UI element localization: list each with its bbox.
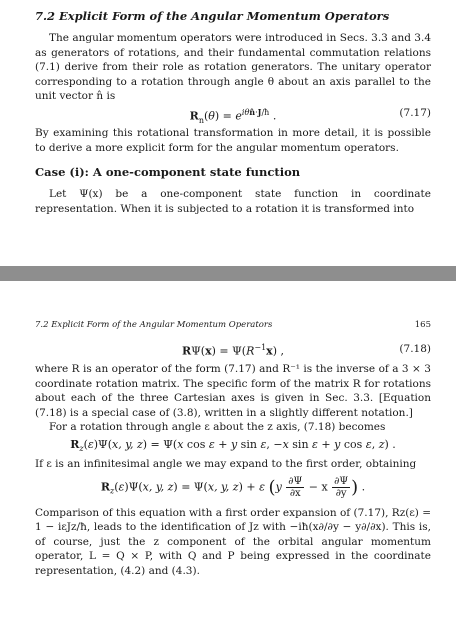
case-heading: Case (i): A one-component state function [35,165,301,180]
section-heading: 7.2 Explicit Form of the Angular Momentum Operators [35,9,390,23]
fraction-dpsi-dx: $\frac{\partial\Psi}{\partial x}$ [288,475,303,499]
equation-expression: $R_n(\theta) = e^{i\theta n̂\cdot J/ħ}$ . [189,106,277,125]
top-page [0,0,456,266]
page-divider [0,266,456,281]
equation-expression: $R_z(\varepsilon)\Psi(x$, y, z) = Ψ(x cos ε + y sin ε, −x sin ε + y cos ε, z) . [70,437,396,454]
bottom-content [35,340,431,579]
equation-expression: $R\Psi(x) = \Psi(R^{-1}x)$ , [181,343,285,358]
equation-expression: $R_z(\varepsilon)\Psi(x$, y, z) = Ψ(x, y, z) + ε (y $\frac{\partial\Psi}{\partial x}$ − x $\frac{\partial\Psi}{\partial y}$ ) . [100,475,366,499]
equation-rz [35,435,431,457]
running-head [35,320,431,330]
top-content [35,31,431,216]
equation-number: (7.17) [399,106,431,119]
paragraph-rotation: By examining this rotational transformation in more detail, it is possible to derive a more explicit form for the angular momentum operators. [35,126,431,154]
eq-y: y [275,480,282,494]
equation-7-18 [35,340,431,362]
paragraph-state-function: Let Ψ(x) be a one-component state function in coordinate representation. When it is subjected to a rotation it is transformed into [35,188,431,215]
running-head-title: 7.2 Explicit Form of the Angular Momentum Operators [35,320,273,330]
paragraph-intro: The angular momentum operators were introduced in Secs. 3.3 and 3.4 as generators of rotations, and their fundamental commutation relations (7.1) derive from their role as rotation generators. The unitary operator corresponding to a rotation through angle θ about an axis parallel to the unit vector n̂ is [35,32,431,103]
equation-infinitesimal [35,472,431,506]
equation-number: (7.18) [399,343,431,355]
paragraph-z-rotation: For a rotation through angle ε about the z axis, (7.18) becomes [49,421,386,434]
paragraph-operator-form: where R is an operator of the form (7.17) and R⁻¹ is the inverse of a 3 × 3 coordinate rotation matrix. The specific form of the matrix R for rotations about each of the three Cartesian axes is given in Sec. 3.3. [Equation (7.18) is a special case of (3.8), written in a slightly different notation.] [35,363,431,419]
fraction-dpsi-dy: $\frac{\partial\Psi}{\partial y}$ [334,475,349,499]
page-number: 165 [414,320,431,330]
paragraph-infinitesimal: If ε is an infinitesimal angle we may expand to the first order, obtaining [35,457,417,470]
equation-7-17 [35,104,431,126]
paragraph-comparison: Comparison of this equation with a first order expansion of (7.17), Rz(ε) = 1 − iεJz/ħ, leads to the identification of Jz with −iħ(x∂/∂y − y∂/∂x). This is, of course, just the z component of the orbital angular momentum operator, L = Q × P, with Q and P being expressed in the coordinate representation, (4.2) and (4.3). [35,506,431,577]
